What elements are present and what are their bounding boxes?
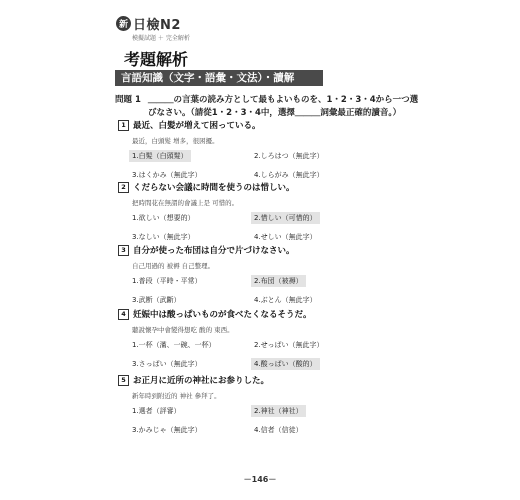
option-1: 1.一杯（滿、一碗、一杯） xyxy=(132,341,216,349)
option-2: 2.布団（被褥） xyxy=(251,275,306,287)
option-1: 1.普段（平時・平常） xyxy=(132,277,202,285)
question-1 xyxy=(118,119,418,184)
option-2: 2.神社（神社） xyxy=(251,405,306,417)
option-3: 3.武断（武斷） xyxy=(132,296,181,304)
question-number: 2 xyxy=(118,182,129,193)
question-5 xyxy=(118,374,418,439)
instruction-line-1: ＿＿＿の言葉の読み方として最もよいものを、1・2・3・4から一つ選 xyxy=(148,95,419,105)
question-2 xyxy=(118,181,418,246)
instruction xyxy=(115,94,420,120)
logo-text: 日檢N2 xyxy=(133,18,181,33)
option-1: 1.選者（評審） xyxy=(132,407,181,415)
option-3: 3.かみじゃ（無此字） xyxy=(132,426,202,434)
question-number: 4 xyxy=(118,309,129,320)
question-stem: 妊娠中は酸っぱいものが食べたくなるそうだ。 xyxy=(133,310,312,320)
question-stem: 自分が使った布団は自分で片づけなさい。 xyxy=(133,246,295,256)
question-4 xyxy=(118,308,418,373)
question-stem: お正月に近所の神社にお参りした。 xyxy=(133,376,270,386)
option-4: 4.せしい（無此字） xyxy=(254,233,317,241)
question-stem: 最近、白髪が増えて困っている。 xyxy=(133,121,261,131)
option-1: 1.欲しい（想要的） xyxy=(132,214,195,222)
question-stem: くだらない会議に時間を使うのは惜しい。 xyxy=(133,183,295,193)
question-3 xyxy=(118,244,418,309)
option-4: 4.ぶとん（無此字） xyxy=(254,296,317,304)
option-4: 4.酸っぱい（酸的） xyxy=(251,358,320,370)
question-translation: 新年時到附近的 神社 參拜了。 xyxy=(132,392,221,400)
option-3: 3.さっぱい（無此字） xyxy=(132,360,202,368)
section-bar: 言語知識（文字・語彙・文法）・讀解 xyxy=(115,70,323,86)
question-number: 5 xyxy=(118,375,129,386)
header xyxy=(116,14,190,42)
question-translation: 聽說懷孕中會變得想吃 酸的 東西。 xyxy=(132,326,234,334)
option-2: 2.せっぱい（無此字） xyxy=(254,341,324,349)
page-number: －146－ xyxy=(243,475,277,484)
logo-mark: 新 xyxy=(116,16,131,31)
option-4: 4.信者（信徒） xyxy=(254,426,303,434)
option-2: 2.しろはつ（無此字） xyxy=(254,152,324,160)
question-translation: 最近，白頭髮 增多，很困擾。 xyxy=(132,137,219,145)
question-translation: 把時間花在無謂的會議上是 可惜的。 xyxy=(132,199,239,207)
question-number: 1 xyxy=(118,120,129,131)
question-number: 3 xyxy=(118,245,129,256)
instruction-line-2: びなさい。（請從1・2・3・4中，選擇＿＿＿詞彙最正確的讀音。） xyxy=(148,108,402,118)
option-1: 1.白髪（白頭髮） xyxy=(129,150,191,162)
question-group-label: 問題 1 xyxy=(115,95,141,105)
question-translation: 自己用過的 被褥 自己整理。 xyxy=(132,262,215,270)
option-2: 2.惜しい（可惜的） xyxy=(251,212,320,224)
option-3: 3.なしい（無此字） xyxy=(132,233,195,241)
option-4: 4.しらがみ（無此字） xyxy=(254,171,324,179)
logo xyxy=(116,14,190,33)
page-title: 考題解析 xyxy=(124,50,189,69)
header-subtitle: 模擬試題 ＋ 完全解析 xyxy=(132,35,190,42)
option-3: 3.はくかみ（無此字） xyxy=(132,171,202,179)
